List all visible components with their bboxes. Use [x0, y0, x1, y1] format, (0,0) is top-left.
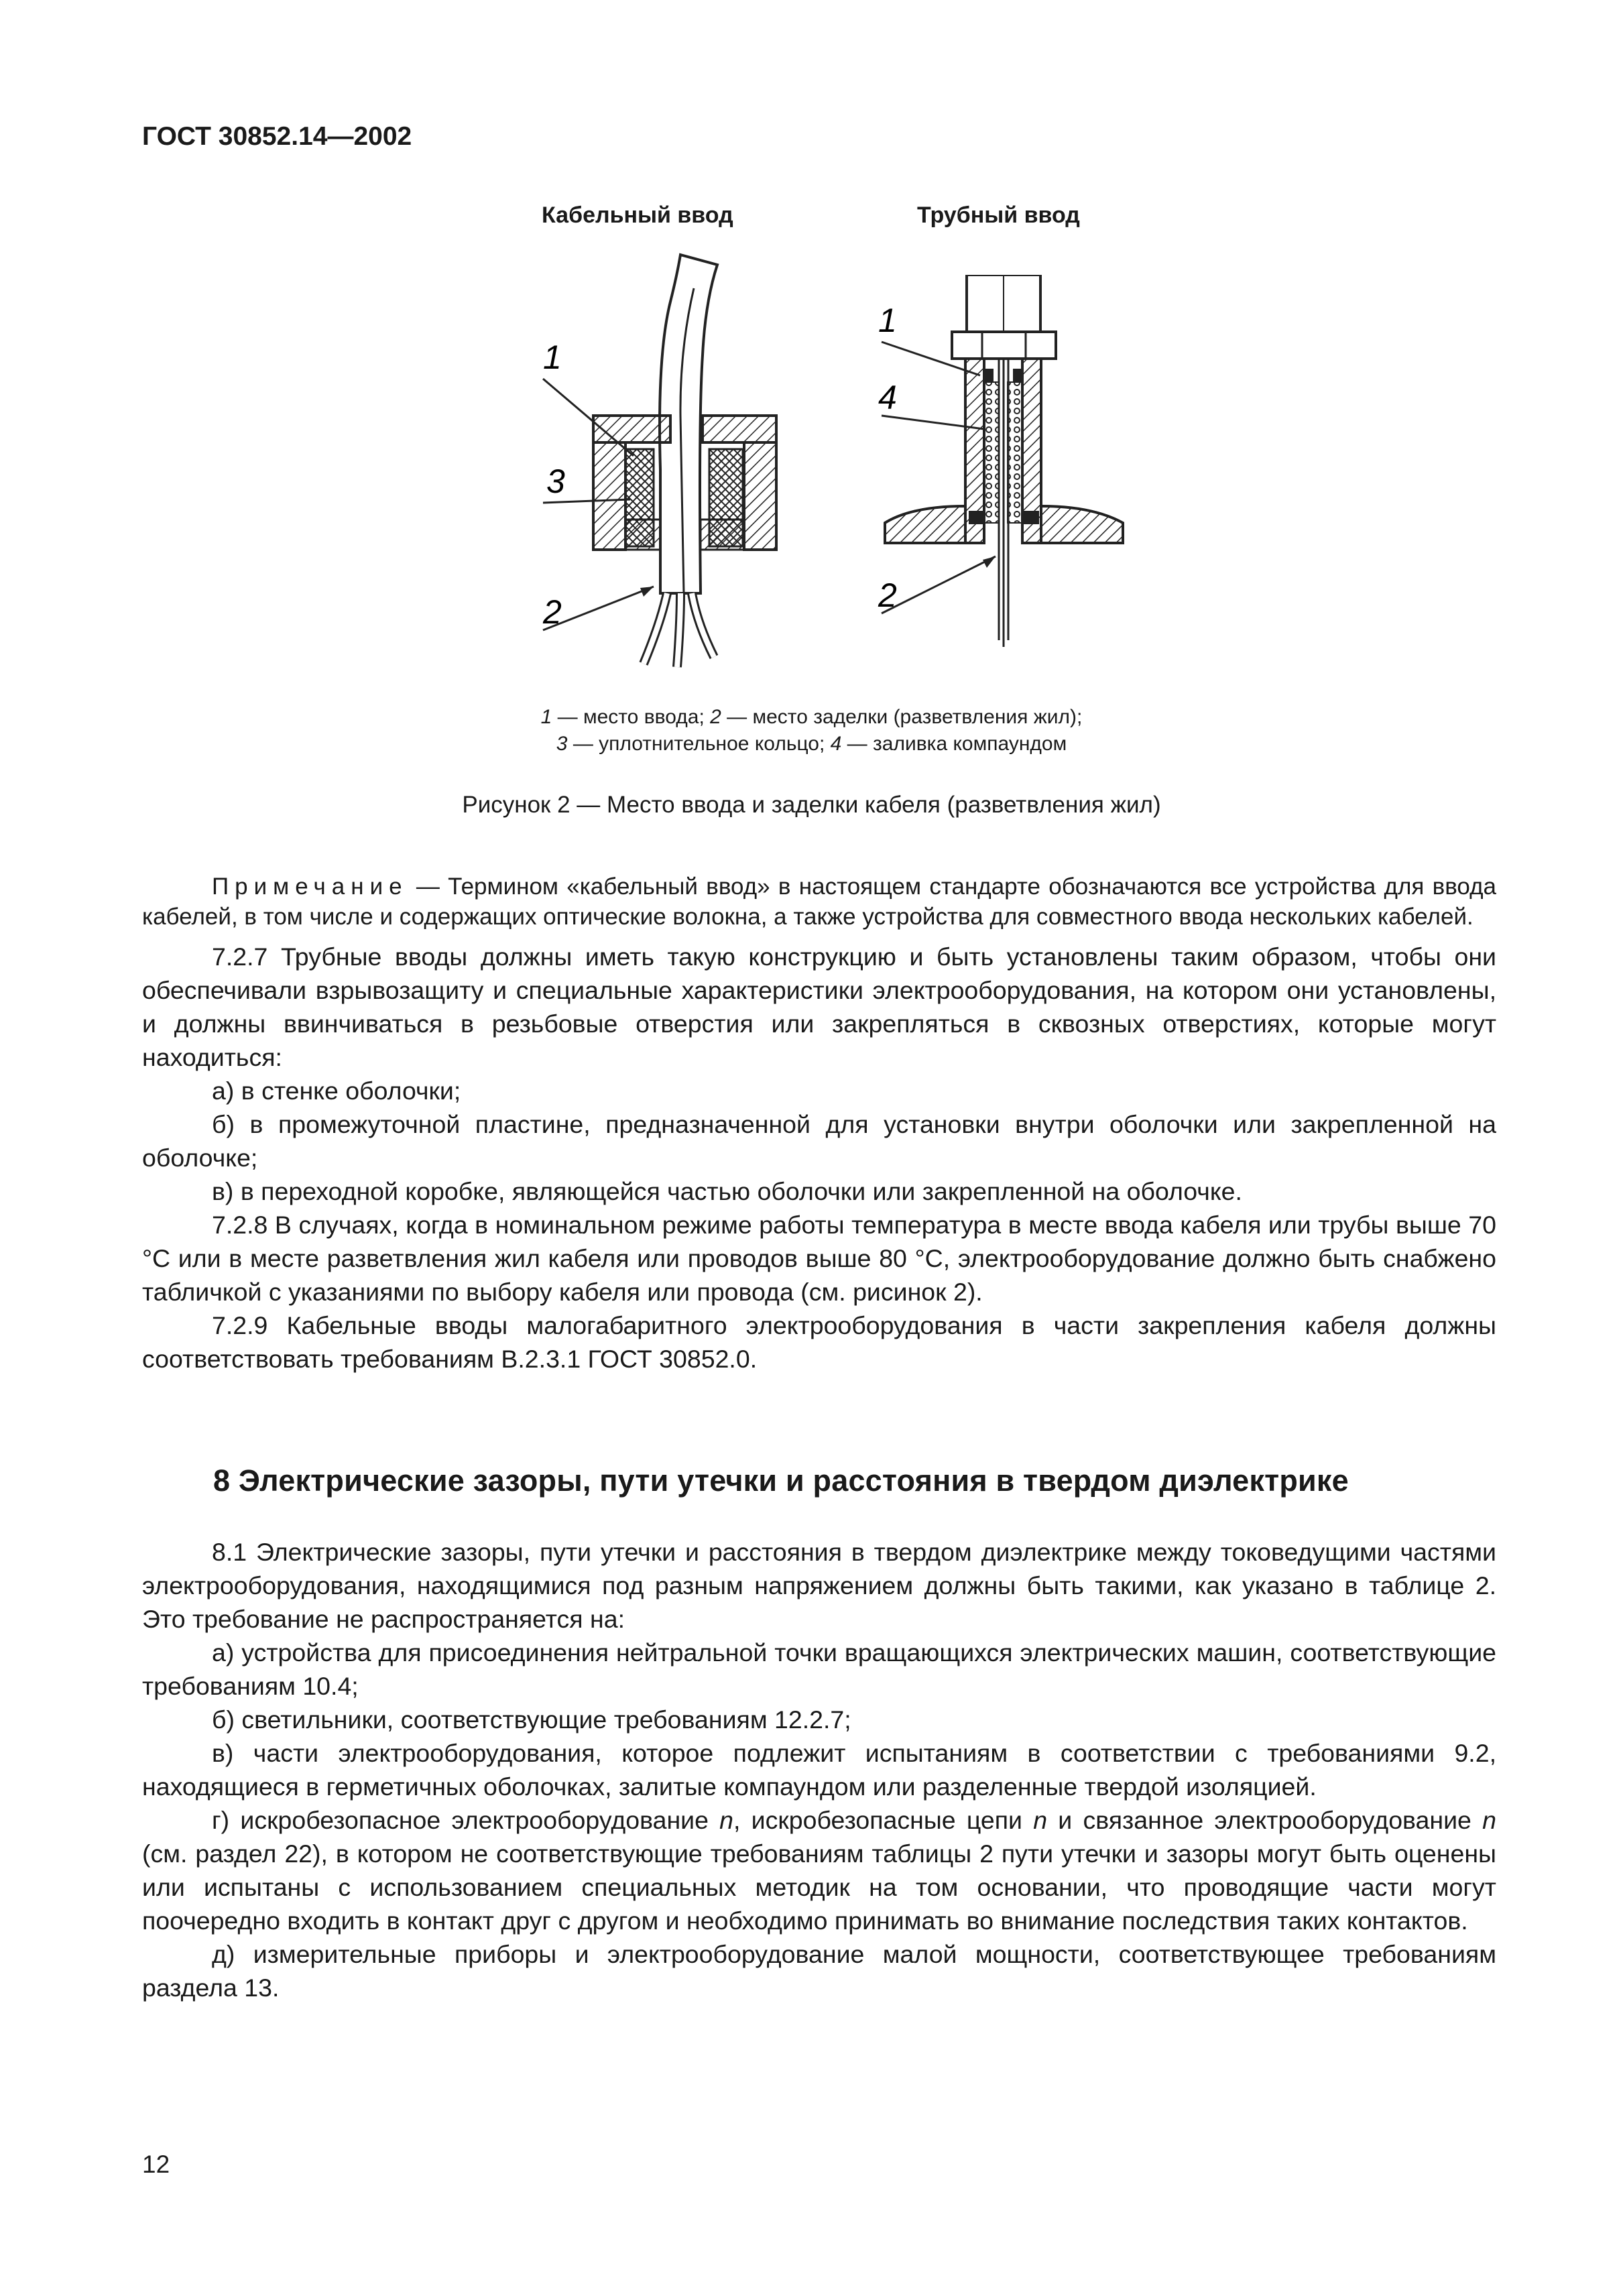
body-section-8 — [142, 1535, 1496, 2004]
pipe-entry-drawing — [871, 275, 1126, 690]
paragraph-7-2-8: 7.2.8 В случаях, когда в номинальном режиме работы температура в месте ввода кабеля или трубы выше 70 °С или в месте разветвления жил кабеля или проводов выше 80 °С, электрооборудование должно быть снабжено табличкой с указаниями по выбору кабеля или провода (см. рисинок 2). — [142, 1211, 1496, 1306]
marker-2-pipe: 2 — [878, 577, 897, 614]
list-item-g-8: г) искробезопасное электрооборудование n, искробезопасные цепи n и связанное электрооборудование n (см. раздел 22), в котором не соответствующие требованиям таблицы 2 пути утечки и зазоры могут быть оценены или испытаны с использованием специальных методик на том основании, что проводящие части могут поочередно входить в контакт друг с другом и необходимо принимать во внимание последствия таких контактов. — [142, 1806, 1496, 1935]
document-id: ГОСТ 30852.14—2002 — [142, 122, 412, 151]
marker-1-pipe: 1 — [878, 302, 897, 339]
cable-entry-drawing — [516, 248, 798, 677]
list-item-b: б) в промежуточной пластине, предназначенной для установки внутри оболочки или закрепленной на оболочке; — [142, 1110, 1496, 1172]
section-8-heading: 8 Электрические зазоры, пути утечки и расстояния в твердом диэлектрике — [213, 1463, 1349, 1498]
marker-3: 3 — [546, 463, 565, 500]
figure-title-cable-entry: Кабельный ввод — [542, 202, 733, 228]
list-item-v: в) в переходной коробке, являющейся частью оболочки или закрепленной на оболочке. — [212, 1177, 1242, 1205]
list-item-v-8: в) части электрооборудования, которое подлежит испытаниям в соответствии с требованиями 9.2, находящиеся в герметичных оболочках, залитые компаундом или разделенные твердой изоляцией. — [142, 1739, 1496, 1801]
list-item-a-8: а) устройства для присоединения нейтральной точки вращающихся электрических машин, соответствующие требованиям 10.4; — [142, 1638, 1496, 1700]
marker-2: 2 — [543, 593, 562, 631]
list-item-d-8: д) измерительные приборы и электрооборудование малой мощности, соответствующее требованиям раздела 13. — [142, 1940, 1496, 2002]
figure-legend-line-2: 3 — уплотнительное кольцо; 4 — заливка компаундом — [556, 733, 1067, 755]
note-paragraph: Примечание — Термином «кабельный ввод» в настоящем стандарте обозначаются все устройства для ввода кабелей, в том числе и содержащих оптические волокна, а также устройства для совместного ввода нескольких кабелей. — [142, 873, 1496, 930]
list-item-a: а) в стенке оболочки; — [212, 1077, 461, 1105]
page-number: 12 — [142, 2151, 170, 2178]
marker-4: 4 — [878, 379, 897, 416]
figure-title-pipe-entry: Трубный ввод — [917, 202, 1080, 228]
marker-1: 1 — [543, 339, 562, 376]
paragraph-7-2-9: 7.2.9 Кабельные вводы малогабаритного электрооборудования в части закрепления кабеля должны соответствовать требованиям В.2.3.1 ГОСТ 30852.0. — [142, 1311, 1496, 1373]
paragraph-8-1: 8.1 Электрические зазоры, пути утечки и расстояния в твердом диэлектрике между токоведущими частями электрооборудования, находящимися под разным напряжением должны быть такими, как указано в таблице 2. Это требование не распространяется на: — [142, 1538, 1496, 1633]
list-item-b-8: б) светильники, соответствующие требованиям 12.2.7; — [212, 1705, 851, 1734]
paragraph-7-2-7: 7.2.7 Трубные вводы должны иметь такую конструкцию и быть установлены таким образом, чтобы они обеспечивали взрывозащиту и специальные характеристики электрооборудования, на котором они установлены, и должны ввинчиваться в резьбовые отверстия или закрепляться в сквозных отверстиях, которые могут находиться: — [142, 943, 1496, 1071]
figure-caption: Рисунок 2 — Место ввода и заделки кабеля (разветвления жил) — [462, 792, 1161, 818]
body-section-7 — [142, 871, 1496, 1376]
figure-2 — [0, 194, 1623, 704]
figure-legend-line-1: 1 — место ввода; 2 — место заделки (разветвления жил); — [540, 706, 1083, 728]
